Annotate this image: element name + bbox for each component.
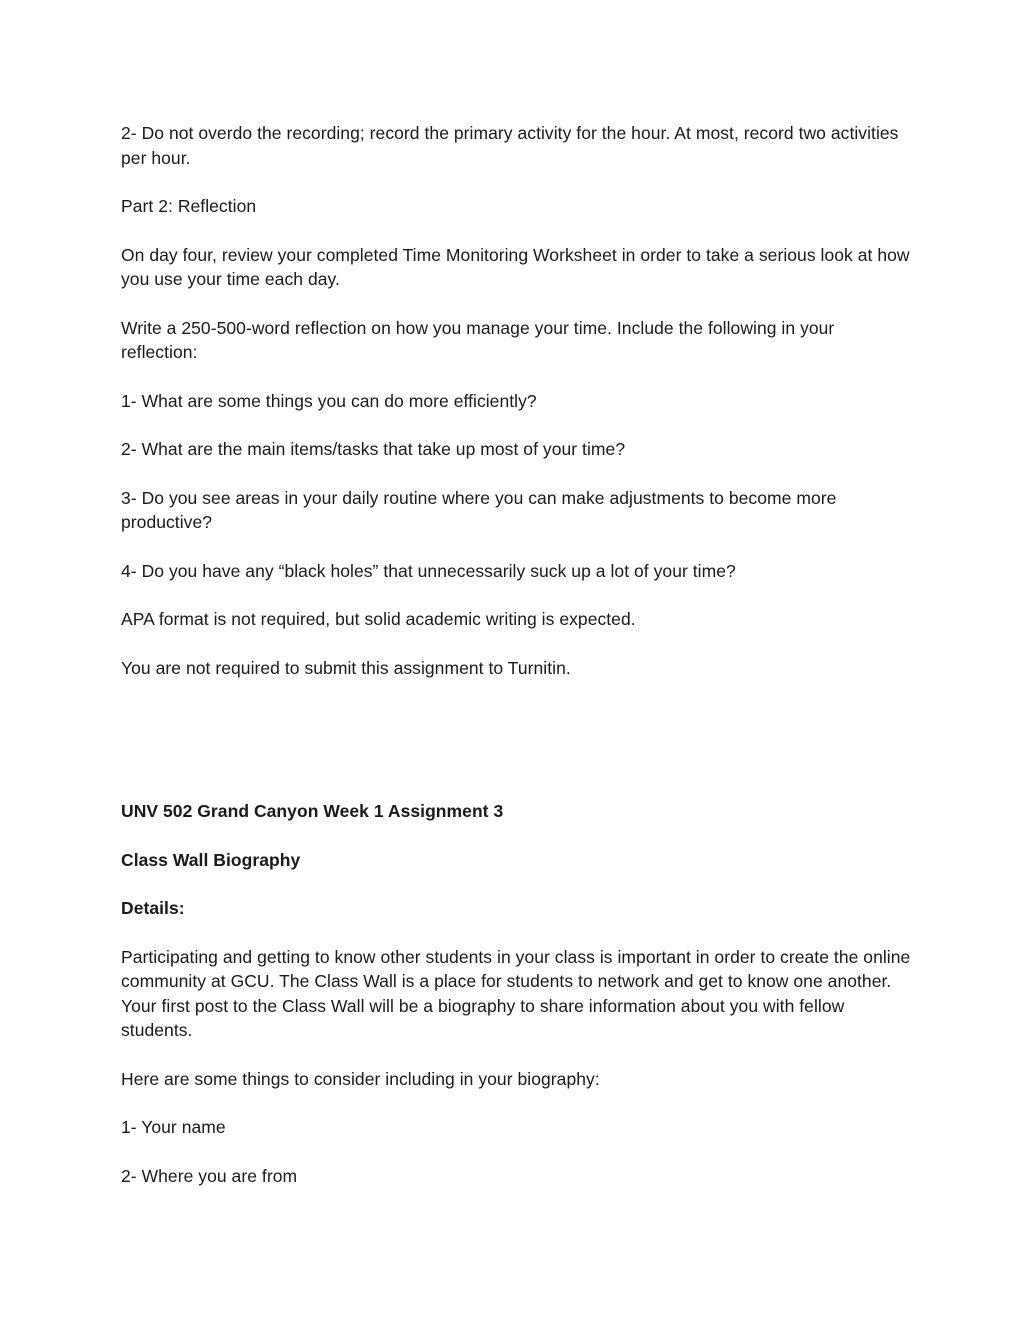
assignment-title: UNV 502 Grand Canyon Week 1 Assignment 3 (121, 801, 504, 821)
reflection-question-3: 3- Do you see areas in your daily routine where you can make adjustments to become more productive? (121, 487, 837, 532)
part2-intro: On day four, review your completed Time Monitoring Worksheet in order to take a serious look at how you use your time each day. (121, 244, 910, 289)
reflection-question-4: 4- Do you have any “black holes” that unnecessarily suck up a lot of your time? (121, 560, 736, 581)
page-content (121, 121, 911, 1212)
assignment-subtitle: Class Wall Biography (121, 849, 301, 870)
consider-intro: Here are some things to consider including in your biography: (121, 1068, 600, 1089)
biography-item-1: 1- Your name (121, 1117, 226, 1137)
reflection-question-2: 2- What are the main items/tasks that take up most of your time? (121, 439, 626, 459)
format-note: APA format is not required, but solid academic writing is expected. (121, 609, 636, 629)
section-spacer (121, 704, 911, 799)
recording-instruction: 2- Do not overdo the recording; record the primary activity for the hour. At most, record two activities per hour. (121, 123, 899, 168)
reflection-question-1: 1- What are some things you can do more efficiently? (121, 390, 537, 411)
part2-heading: Part 2: Reflection (121, 196, 257, 216)
turnitin-note: You are not required to submit this assignment to Turnitin. (121, 657, 571, 678)
assignment-description: Participating and getting to know other students in your class is important in order to create the online community at GCU. The Class Wall is a place for students to network and get to know one another. Your first post to the Class Wall will be a biography to share information about you with fellow students. (121, 946, 911, 1040)
details-label: Details: (121, 898, 185, 918)
biography-item-2: 2- Where you are from (121, 1165, 298, 1186)
part2-instruction: Write a 250-500-word reflection on how you manage your time. Include the following in your reflection: (121, 317, 835, 362)
